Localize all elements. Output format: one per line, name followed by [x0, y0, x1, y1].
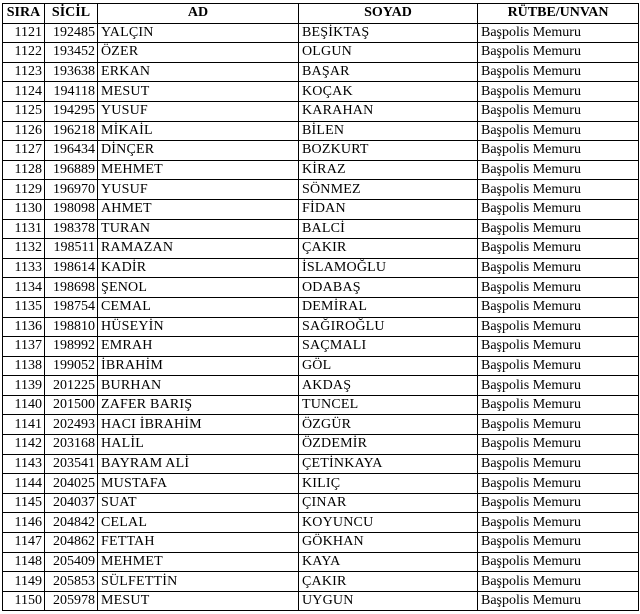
row-rutbe-cell: Başpolis Memuru [478, 43, 639, 63]
row-sira-cell: 1133 [3, 258, 45, 278]
row-sira-cell: 1131 [3, 219, 45, 239]
row-soyad-cell: KOÇAK [299, 82, 478, 102]
row-soyad-cell: İSLAMOĞLU [299, 258, 478, 278]
row-sira-cell: 1141 [3, 415, 45, 435]
row-soyad-cell: ÇAKIR [299, 239, 478, 259]
row-sira-cell: 1130 [3, 199, 45, 219]
row-rutbe-cell: Başpolis Memuru [478, 552, 639, 572]
row-rutbe-cell: Başpolis Memuru [478, 180, 639, 200]
row-ad-cell: YALÇIN [98, 23, 299, 43]
row-soyad-cell: BEŞİKTAŞ [299, 23, 478, 43]
table-row [3, 533, 639, 553]
row-sicil-cell: 196889 [45, 160, 98, 180]
table-row [3, 121, 639, 141]
row-sicil-cell: 204025 [45, 474, 98, 494]
row-rutbe-cell: Başpolis Memuru [478, 474, 639, 494]
table-row [3, 572, 639, 592]
row-sira-cell: 1138 [3, 356, 45, 376]
table-row [3, 454, 639, 474]
row-sira-cell: 1145 [3, 493, 45, 513]
row-sicil-cell: 205409 [45, 552, 98, 572]
row-rutbe-cell: Başpolis Memuru [478, 435, 639, 455]
row-ad-cell: BURHAN [98, 376, 299, 396]
row-sira-cell: 1127 [3, 141, 45, 161]
table-row [3, 356, 639, 376]
row-sira-cell: 1147 [3, 533, 45, 553]
table-row [3, 180, 639, 200]
row-rutbe-cell: Başpolis Memuru [478, 141, 639, 161]
row-soyad-cell: UYGUN [299, 591, 478, 611]
row-sira-cell: 1142 [3, 435, 45, 455]
row-soyad-cell: ODABAŞ [299, 278, 478, 298]
row-sicil-cell: 205978 [45, 591, 98, 611]
table-row [3, 43, 639, 63]
row-sicil-cell: 204037 [45, 493, 98, 513]
table-row [3, 376, 639, 396]
row-rutbe-cell: Başpolis Memuru [478, 101, 639, 121]
row-rutbe-cell: Başpolis Memuru [478, 160, 639, 180]
row-soyad-cell: KILIÇ [299, 474, 478, 494]
row-sira-cell: 1146 [3, 513, 45, 533]
row-sicil-cell: 193638 [45, 62, 98, 82]
row-sira-cell: 1123 [3, 62, 45, 82]
table-row [3, 62, 639, 82]
row-rutbe-cell: Başpolis Memuru [478, 297, 639, 317]
row-soyad-cell: BİLEN [299, 121, 478, 141]
row-sicil-cell: 198511 [45, 239, 98, 259]
column-header-sicil: SİCİL [45, 4, 98, 24]
row-sira-cell: 1121 [3, 23, 45, 43]
row-soyad-cell: BALCİ [299, 219, 478, 239]
row-ad-cell: CELAL [98, 513, 299, 533]
row-soyad-cell: KAYA [299, 552, 478, 572]
row-sira-cell: 1134 [3, 278, 45, 298]
table-row [3, 141, 639, 161]
table-row [3, 395, 639, 415]
row-sicil-cell: 198810 [45, 317, 98, 337]
row-rutbe-cell: Başpolis Memuru [478, 395, 639, 415]
row-sicil-cell: 194118 [45, 82, 98, 102]
row-rutbe-cell: Başpolis Memuru [478, 258, 639, 278]
row-rutbe-cell: Başpolis Memuru [478, 199, 639, 219]
row-sira-cell: 1135 [3, 297, 45, 317]
row-rutbe-cell: Başpolis Memuru [478, 278, 639, 298]
row-ad-cell: YUSUF [98, 101, 299, 121]
row-soyad-cell: AKDAŞ [299, 376, 478, 396]
row-rutbe-cell: Başpolis Memuru [478, 376, 639, 396]
row-sicil-cell: 203541 [45, 454, 98, 474]
row-sira-cell: 1126 [3, 121, 45, 141]
row-sira-cell: 1136 [3, 317, 45, 337]
table-row [3, 23, 639, 43]
row-rutbe-cell: Başpolis Memuru [478, 82, 639, 102]
row-sira-cell: 1148 [3, 552, 45, 572]
row-sira-cell: 1149 [3, 572, 45, 592]
row-sicil-cell: 203168 [45, 435, 98, 455]
row-sira-cell: 1140 [3, 395, 45, 415]
row-sira-cell: 1137 [3, 337, 45, 357]
row-sicil-cell: 196434 [45, 141, 98, 161]
row-soyad-cell: GÖL [299, 356, 478, 376]
row-ad-cell: MESUT [98, 82, 299, 102]
row-sicil-cell: 201225 [45, 376, 98, 396]
row-ad-cell: EMRAH [98, 337, 299, 357]
row-sira-cell: 1128 [3, 160, 45, 180]
row-sicil-cell: 198992 [45, 337, 98, 357]
row-sicil-cell: 196970 [45, 180, 98, 200]
table-row [3, 82, 639, 102]
row-soyad-cell: KARAHAN [299, 101, 478, 121]
row-sicil-cell: 198378 [45, 219, 98, 239]
row-ad-cell: DİNÇER [98, 141, 299, 161]
row-rutbe-cell: Başpolis Memuru [478, 415, 639, 435]
column-header-sira: SIRA [3, 4, 45, 24]
row-ad-cell: RAMAZAN [98, 239, 299, 259]
row-ad-cell: CEMAL [98, 297, 299, 317]
row-rutbe-cell: Başpolis Memuru [478, 62, 639, 82]
row-ad-cell: MİKAİL [98, 121, 299, 141]
row-soyad-cell: ÇINAR [299, 493, 478, 513]
row-soyad-cell: TUNCEL [299, 395, 478, 415]
row-rutbe-cell: Başpolis Memuru [478, 533, 639, 553]
table-row [3, 591, 639, 611]
row-rutbe-cell: Başpolis Memuru [478, 23, 639, 43]
row-ad-cell: HACI İBRAHİM [98, 415, 299, 435]
column-header-rutbe: RÜTBE/UNVAN [478, 4, 639, 24]
row-sira-cell: 1124 [3, 82, 45, 102]
row-rutbe-cell: Başpolis Memuru [478, 572, 639, 592]
table-row [3, 219, 639, 239]
row-soyad-cell: DEMİRAL [299, 297, 478, 317]
row-sicil-cell: 204842 [45, 513, 98, 533]
row-sicil-cell: 205853 [45, 572, 98, 592]
row-sicil-cell: 202493 [45, 415, 98, 435]
table-row [3, 435, 639, 455]
row-sicil-cell: 196218 [45, 121, 98, 141]
table-row [3, 239, 639, 259]
row-sicil-cell: 193452 [45, 43, 98, 63]
row-sira-cell: 1122 [3, 43, 45, 63]
row-ad-cell: BAYRAM ALİ [98, 454, 299, 474]
row-rutbe-cell: Başpolis Memuru [478, 454, 639, 474]
row-soyad-cell: SAÇMALI [299, 337, 478, 357]
row-ad-cell: ZAFER BARIŞ [98, 395, 299, 415]
table-row [3, 474, 639, 494]
row-rutbe-cell: Başpolis Memuru [478, 356, 639, 376]
table-row [3, 337, 639, 357]
row-ad-cell: FETTAH [98, 533, 299, 553]
row-rutbe-cell: Başpolis Memuru [478, 121, 639, 141]
table-row [3, 160, 639, 180]
row-ad-cell: ÖZER [98, 43, 299, 63]
column-header-ad: AD [98, 4, 299, 24]
row-sicil-cell: 204862 [45, 533, 98, 553]
table-row [3, 317, 639, 337]
row-sicil-cell: 198754 [45, 297, 98, 317]
row-rutbe-cell: Başpolis Memuru [478, 591, 639, 611]
row-sicil-cell: 198614 [45, 258, 98, 278]
row-soyad-cell: SAĞIROĞLU [299, 317, 478, 337]
row-ad-cell: SUAT [98, 493, 299, 513]
row-soyad-cell: ÇETİNKAYA [299, 454, 478, 474]
row-rutbe-cell: Başpolis Memuru [478, 239, 639, 259]
table-row [3, 199, 639, 219]
row-soyad-cell: GÖKHAN [299, 533, 478, 553]
table-row [3, 493, 639, 513]
row-ad-cell: HALİL [98, 435, 299, 455]
row-soyad-cell: OLGUN [299, 43, 478, 63]
table-row [3, 258, 639, 278]
table-row [3, 278, 639, 298]
table-row [3, 297, 639, 317]
row-sira-cell: 1132 [3, 239, 45, 259]
row-sira-cell: 1150 [3, 591, 45, 611]
row-ad-cell: AHMET [98, 199, 299, 219]
row-sira-cell: 1139 [3, 376, 45, 396]
table-row [3, 101, 639, 121]
row-ad-cell: MESUT [98, 591, 299, 611]
row-rutbe-cell: Başpolis Memuru [478, 493, 639, 513]
personnel-list-document [2, 3, 638, 611]
row-sicil-cell: 192485 [45, 23, 98, 43]
row-sira-cell: 1125 [3, 101, 45, 121]
table-row [3, 513, 639, 533]
row-ad-cell: YUSUF [98, 180, 299, 200]
row-ad-cell: SÜLFETTİN [98, 572, 299, 592]
column-header-soyad: SOYAD [299, 4, 478, 24]
row-soyad-cell: KOYUNCU [299, 513, 478, 533]
row-ad-cell: TURAN [98, 219, 299, 239]
row-sira-cell: 1129 [3, 180, 45, 200]
row-ad-cell: KADİR [98, 258, 299, 278]
row-sicil-cell: 198698 [45, 278, 98, 298]
row-ad-cell: MUSTAFA [98, 474, 299, 494]
row-ad-cell: ERKAN [98, 62, 299, 82]
row-soyad-cell: BOZKURT [299, 141, 478, 161]
row-sira-cell: 1144 [3, 474, 45, 494]
table-body [3, 23, 639, 611]
row-soyad-cell: ÖZDEMİR [299, 435, 478, 455]
personnel-table [2, 3, 639, 611]
row-soyad-cell: SÖNMEZ [299, 180, 478, 200]
row-soyad-cell: KİRAZ [299, 160, 478, 180]
row-sicil-cell: 194295 [45, 101, 98, 121]
row-soyad-cell: ÇAKIR [299, 572, 478, 592]
row-ad-cell: HÜSEYİN [98, 317, 299, 337]
row-ad-cell: İBRAHİM [98, 356, 299, 376]
row-sicil-cell: 199052 [45, 356, 98, 376]
row-soyad-cell: FİDAN [299, 199, 478, 219]
row-sicil-cell: 201500 [45, 395, 98, 415]
table-header-row [3, 4, 639, 24]
table-row [3, 415, 639, 435]
row-rutbe-cell: Başpolis Memuru [478, 513, 639, 533]
row-rutbe-cell: Başpolis Memuru [478, 219, 639, 239]
row-soyad-cell: ÖZGÜR [299, 415, 478, 435]
row-ad-cell: MEHMET [98, 160, 299, 180]
row-rutbe-cell: Başpolis Memuru [478, 317, 639, 337]
row-sicil-cell: 198098 [45, 199, 98, 219]
row-ad-cell: ŞENOL [98, 278, 299, 298]
row-soyad-cell: BAŞAR [299, 62, 478, 82]
row-sira-cell: 1143 [3, 454, 45, 474]
row-rutbe-cell: Başpolis Memuru [478, 337, 639, 357]
row-ad-cell: MEHMET [98, 552, 299, 572]
table-row [3, 552, 639, 572]
